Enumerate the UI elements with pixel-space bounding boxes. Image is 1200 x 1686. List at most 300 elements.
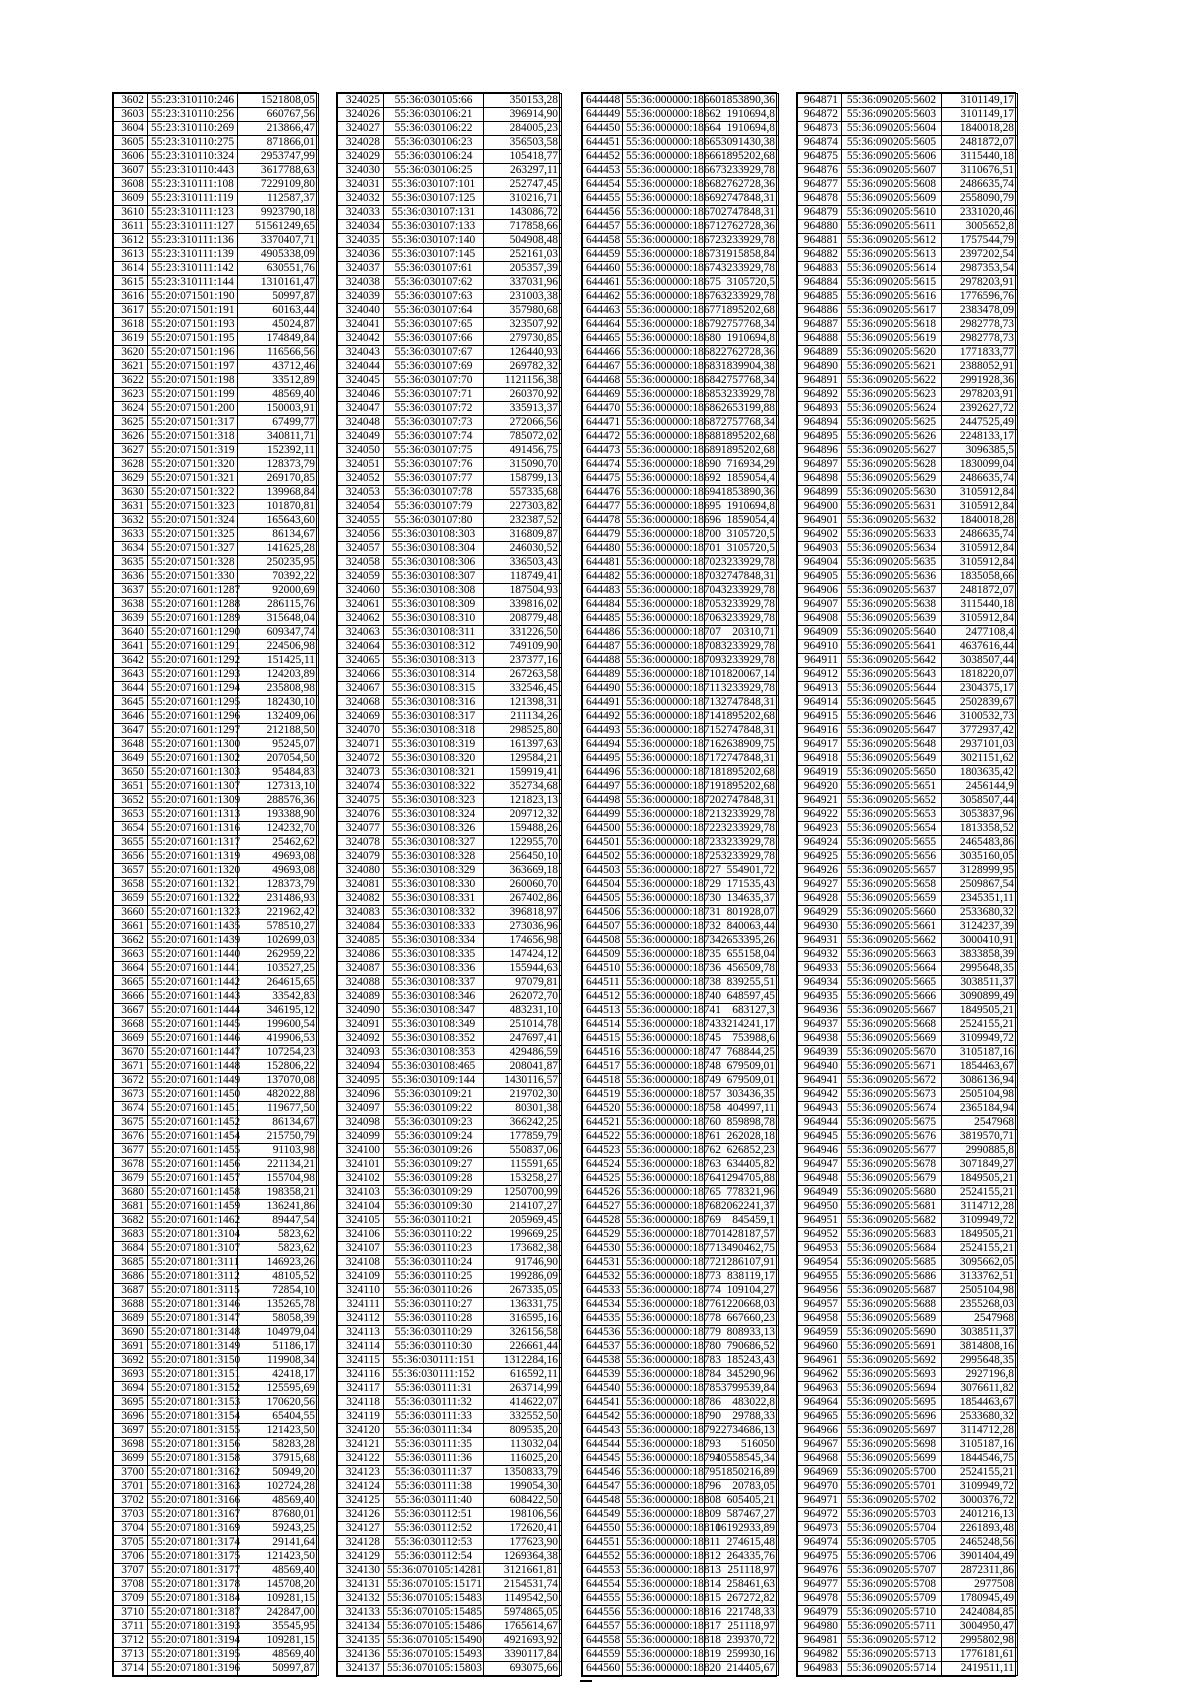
row-number-cell: 964915 (798, 710, 842, 724)
table-row (583, 1662, 779, 1676)
row-number-cell: 644551 (583, 1536, 623, 1550)
row-number-cell: 324120 (338, 1424, 384, 1438)
table-row (798, 1396, 1018, 1410)
cadastral-number-cell: 55:36:000000:18688 (623, 430, 705, 444)
value-cell: 252747,45 (484, 178, 562, 192)
cadastral-number-cell: 55:20:071501:197 (148, 360, 238, 374)
row-number-cell: 324131 (338, 1578, 384, 1592)
row-number-cell: 324041 (338, 318, 384, 332)
value-cell: 284005,23 (484, 122, 562, 136)
row-number-cell: 324080 (338, 864, 384, 878)
row-number-cell: 324096 (338, 1088, 384, 1102)
cadastral-number-cell: 55:36:090205:5688 (842, 1298, 942, 1312)
value-cell: 609347,74 (238, 626, 319, 640)
cadastral-number-cell: 55:36:000000:18810 (623, 1522, 705, 1536)
value-cell: 1220668,03 (705, 1298, 779, 1312)
table-row (583, 738, 779, 752)
table-row (583, 1004, 779, 1018)
cadastral-number-cell: 55:36:090205:5652 (842, 794, 942, 808)
cadastral-number-cell: 55:36:000000:18685 (623, 388, 705, 402)
value-cell: 2653395,26 (705, 934, 779, 948)
row-number-cell: 964982 (798, 1648, 842, 1662)
cadastral-number-cell: 55:36:030109:23 (384, 1116, 484, 1130)
row-number-cell: 324097 (338, 1102, 384, 1116)
row-number-cell: 644452 (583, 150, 623, 164)
row-number-cell: 324069 (338, 710, 384, 724)
value-cell: 116025,20 (484, 1452, 562, 1466)
value-cell: 208041,87 (484, 1060, 562, 1074)
table-row (798, 290, 1018, 304)
row-number-cell: 644533 (583, 1284, 623, 1298)
cadastral-number-cell: 55:36:000000:18675 (623, 276, 705, 290)
table-row (338, 234, 562, 248)
value-cell: 456509,78 (705, 962, 779, 976)
cadastral-number-cell: 55:36:030109:26 (384, 1144, 484, 1158)
cadastral-number-cell: 55:36:000000:18748 (623, 1060, 705, 1074)
table-row (798, 962, 1018, 976)
value-cell: 2154531,74 (484, 1578, 562, 1592)
table-row (798, 374, 1018, 388)
value-cell: 214405,67 (705, 1662, 779, 1676)
value-cell: 80301,38 (484, 1102, 562, 1116)
table-row (114, 1354, 319, 1368)
cadastral-number-cell: 55:36:090205:5650 (842, 766, 942, 780)
cadastral-number-cell: 55:36:090205:5677 (842, 1144, 942, 1158)
row-number-cell: 324027 (338, 122, 384, 136)
cadastral-number-cell: 55:36:000000:18701 (623, 542, 705, 556)
row-number-cell: 644529 (583, 1228, 623, 1242)
cadastral-number-cell: 55:20:071501:327 (148, 542, 238, 556)
cadastral-number-cell: 55:36:000000:18716 (623, 738, 705, 752)
row-number-cell: 324025 (338, 94, 384, 108)
value-cell: 2355268,03 (942, 1298, 1018, 1312)
table-row (798, 822, 1018, 836)
row-number-cell: 3700 (114, 1466, 148, 1480)
row-number-cell: 644504 (583, 878, 623, 892)
value-cell: 3101149,17 (942, 108, 1018, 122)
value-cell: 50949,20 (238, 1466, 319, 1480)
value-cell: 199286,09 (484, 1270, 562, 1284)
value-cell: 315090,70 (484, 458, 562, 472)
table-row (583, 654, 779, 668)
row-number-cell: 644477 (583, 500, 623, 514)
value-cell: 262072,70 (484, 990, 562, 1004)
cadastral-number-cell: 55:36:030112:52 (384, 1522, 484, 1536)
table-row (583, 1326, 779, 1340)
cadastral-number-cell: 55:20:071601:1442 (148, 976, 238, 990)
value-cell: 3390117,84 (484, 1648, 562, 1662)
cadastral-number-cell: 55:36:090205:5700 (842, 1466, 942, 1480)
value-cell: 2419511,11 (942, 1662, 1018, 1676)
table-row (114, 1606, 319, 1620)
cadastral-number-cell: 55:36:030111:152 (384, 1368, 484, 1382)
value-cell: 151425,11 (238, 654, 319, 668)
value-cell: 221134,21 (238, 1158, 319, 1172)
row-number-cell: 644461 (583, 276, 623, 290)
value-cell: 174849,84 (238, 332, 319, 346)
cadastral-number-cell: 55:36:000000:18705 (623, 598, 705, 612)
row-number-cell: 964975 (798, 1550, 842, 1564)
row-number-cell: 3603 (114, 108, 148, 122)
row-number-cell: 324135 (338, 1634, 384, 1648)
table-body (798, 94, 1018, 1676)
table-row (798, 1214, 1018, 1228)
cadastral-number-cell: 55:36:000000:18809 (623, 1508, 705, 1522)
row-number-cell: 644560 (583, 1662, 623, 1676)
value-cell: 107254,23 (238, 1046, 319, 1060)
table-row (583, 1396, 779, 1410)
row-number-cell: 324050 (338, 444, 384, 458)
row-number-cell: 644478 (583, 514, 623, 528)
table-row (798, 598, 1018, 612)
row-number-cell: 3657 (114, 864, 148, 878)
value-cell: 231003,38 (484, 290, 562, 304)
table-row (583, 1158, 779, 1172)
row-number-cell: 3679 (114, 1172, 148, 1186)
row-number-cell: 644496 (583, 766, 623, 780)
value-cell: 336503,43 (484, 556, 562, 570)
table-row (583, 878, 779, 892)
value-cell: 3105912,84 (942, 556, 1018, 570)
cadastral-number-cell: 55:36:030111:35 (384, 1438, 484, 1452)
value-cell: 102724,28 (238, 1480, 319, 1494)
value-cell: 1850216,89 (705, 1466, 779, 1480)
value-cell: 1844546,75 (942, 1452, 1018, 1466)
row-number-cell: 644458 (583, 234, 623, 248)
table-row (114, 612, 319, 626)
row-number-cell: 644464 (583, 318, 623, 332)
row-number-cell: 644468 (583, 374, 623, 388)
row-number-cell: 964931 (798, 934, 842, 948)
cadastral-number-cell: 55:36:000000:18700 (623, 528, 705, 542)
value-cell: 3370407,71 (238, 234, 319, 248)
row-number-cell: 324045 (338, 374, 384, 388)
cadastral-number-cell: 55:36:090205:5707 (842, 1564, 942, 1578)
cadastral-number-cell: 55:36:090205:5708 (842, 1578, 942, 1592)
table-row (583, 948, 779, 962)
table-row (798, 1004, 1018, 1018)
row-number-cell: 3652 (114, 794, 148, 808)
cadastral-number-cell: 55:23:310111:142 (148, 262, 238, 276)
row-number-cell: 3618 (114, 318, 148, 332)
table-row (114, 710, 319, 724)
table-row (798, 654, 1018, 668)
value-cell: 1803635,42 (942, 766, 1018, 780)
cadastral-number-cell: 55:36:030111:40 (384, 1494, 484, 1508)
value-cell: 3901404,49 (942, 1550, 1018, 1564)
row-number-cell: 644535 (583, 1312, 623, 1326)
table-row (583, 1592, 779, 1606)
row-number-cell: 644507 (583, 920, 623, 934)
cadastral-number-cell: 55:36:030111:34 (384, 1424, 484, 1438)
table-row (114, 1578, 319, 1592)
table-row (114, 1060, 319, 1074)
row-number-cell: 324073 (338, 766, 384, 780)
value-cell: 1854463,67 (942, 1396, 1018, 1410)
row-number-cell: 3674 (114, 1102, 148, 1116)
cadastral-number-cell: 55:20:071601:1443 (148, 990, 238, 1004)
value-cell: 227303,82 (484, 500, 562, 514)
table-row (338, 1004, 562, 1018)
table-row (798, 346, 1018, 360)
table-row (583, 864, 779, 878)
row-number-cell: 964884 (798, 276, 842, 290)
value-cell: 1765614,67 (484, 1620, 562, 1634)
table-row (114, 1536, 319, 1550)
table-row (114, 500, 319, 514)
row-number-cell: 644510 (583, 962, 623, 976)
table-row (114, 1004, 319, 1018)
value-cell: 173682,38 (484, 1242, 562, 1256)
table-row (338, 920, 562, 934)
value-cell: 1818220,07 (942, 668, 1018, 682)
value-cell: 1910694,8 (705, 500, 779, 514)
value-cell: 1859054,4 (705, 514, 779, 528)
cadastral-number-cell: 55:36:000000:18666 (623, 150, 705, 164)
table-row (114, 514, 319, 528)
value-cell: 2762728,36 (705, 346, 779, 360)
value-cell: 3109949,72 (942, 1032, 1018, 1046)
table-row (798, 1074, 1018, 1088)
cadastral-number-cell: 55:36:000000:18732 (623, 920, 705, 934)
cadastral-number-cell: 55:36:030108:334 (384, 934, 484, 948)
value-cell: 152392,11 (238, 444, 319, 458)
row-number-cell: 644556 (583, 1606, 623, 1620)
value-cell: 1250700,99 (484, 1186, 562, 1200)
table-row (798, 164, 1018, 178)
cadastral-number-cell: 55:36:090205:5654 (842, 822, 942, 836)
row-number-cell: 964892 (798, 388, 842, 402)
table-row (798, 794, 1018, 808)
value-cell: 491456,75 (484, 444, 562, 458)
value-cell: 115591,65 (484, 1158, 562, 1172)
cadastral-number-cell: 55:20:071801:3111 (148, 1256, 238, 1270)
row-number-cell: 644514 (583, 1018, 623, 1032)
value-cell: 2978203,91 (942, 388, 1018, 402)
value-cell: 778321,96 (705, 1186, 779, 1200)
table-row (798, 1200, 1018, 1214)
table-row (798, 1452, 1018, 1466)
value-cell: 1910694,8 (705, 122, 779, 136)
value-cell: 683127,3 (705, 1004, 779, 1018)
value-cell: 48105,52 (238, 1270, 319, 1284)
cadastral-number-cell: 55:36:090205:5617 (842, 304, 942, 318)
value-cell: 2383478,09 (942, 304, 1018, 318)
row-number-cell: 3687 (114, 1284, 148, 1298)
table-row (114, 416, 319, 430)
table-row (798, 388, 1018, 402)
value-cell: 3819570,71 (942, 1130, 1018, 1144)
cadastral-number-cell: 55:20:071601:1459 (148, 1200, 238, 1214)
table-row (583, 1522, 779, 1536)
value-cell: 345290,96 (705, 1368, 779, 1382)
row-number-cell: 3651 (114, 780, 148, 794)
cadastral-number-cell: 55:36:090205:5681 (842, 1200, 942, 1214)
table-row (583, 1452, 779, 1466)
cadastral-number-cell: 55:36:090205:5706 (842, 1550, 942, 1564)
cadastral-number-cell: 55:23:310111:127 (148, 220, 238, 234)
table-row (338, 1564, 562, 1578)
cadastral-number-cell: 55:36:030108:335 (384, 948, 484, 962)
row-number-cell: 644552 (583, 1550, 623, 1564)
value-cell: 121823,13 (484, 794, 562, 808)
table-row (583, 1214, 779, 1228)
cadastral-number-cell: 55:36:000000:18772 (623, 1256, 705, 1270)
row-number-cell: 644536 (583, 1326, 623, 1340)
row-number-cell: 644542 (583, 1410, 623, 1424)
value-cell: 3105720,5 (705, 528, 779, 542)
value-cell: 626852,23 (705, 1144, 779, 1158)
table-row (114, 1480, 319, 1494)
table-row (798, 1564, 1018, 1578)
cadastral-number-cell: 55:36:000000:18747 (623, 1046, 705, 1060)
value-cell: 3105720,5 (705, 542, 779, 556)
row-number-cell: 644495 (583, 752, 623, 766)
value-cell: 3038511,37 (942, 976, 1018, 990)
cadastral-number-cell: 55:36:070105:15803 (384, 1662, 484, 1676)
table-row (114, 318, 319, 332)
table-row (583, 192, 779, 206)
value-cell: 3233929,78 (705, 836, 779, 850)
value-cell: 1895202,68 (705, 304, 779, 318)
table-row (338, 1396, 562, 1410)
value-cell: 3115440,18 (942, 598, 1018, 612)
row-number-cell: 964938 (798, 1032, 842, 1046)
table-row (583, 822, 779, 836)
row-number-cell: 324059 (338, 570, 384, 584)
cadastral-number-cell: 55:20:071801:3162 (148, 1466, 238, 1480)
row-number-cell: 644470 (583, 402, 623, 416)
cadastral-number-cell: 55:36:090205:5634 (842, 542, 942, 556)
cadastral-number-cell: 55:20:071601:1295 (148, 696, 238, 710)
table-row (114, 584, 319, 598)
row-number-cell: 3633 (114, 528, 148, 542)
cadastral-number-cell: 55:36:000000:18706 (623, 612, 705, 626)
row-number-cell: 644459 (583, 248, 623, 262)
row-number-cell: 3602 (114, 94, 148, 108)
value-cell: 1895202,68 (705, 430, 779, 444)
cadastral-number-cell: 55:36:090205:5656 (842, 850, 942, 864)
row-number-cell: 964971 (798, 1494, 842, 1508)
row-number-cell: 3642 (114, 654, 148, 668)
value-cell: 429486,59 (484, 1046, 562, 1060)
cadastral-number-cell: 55:20:071501:323 (148, 500, 238, 514)
cadastral-number-cell: 55:20:071501:200 (148, 402, 238, 416)
cadastral-number-cell: 55:36:070105:15486 (384, 1620, 484, 1634)
cadastral-number-cell: 55:36:000000:18815 (623, 1592, 705, 1606)
value-cell: 3096385,5 (942, 444, 1018, 458)
table-row (114, 780, 319, 794)
row-number-cell: 324111 (338, 1298, 384, 1312)
row-number-cell: 644488 (583, 654, 623, 668)
value-cell: 3799539,84 (705, 1382, 779, 1396)
row-number-cell: 324055 (338, 514, 384, 528)
table-row (338, 626, 562, 640)
table-row (583, 164, 779, 178)
cadastral-number-cell: 55:36:000000:18780 (623, 1340, 705, 1354)
cadastral-number-cell: 55:20:071501:328 (148, 556, 238, 570)
cadastral-number-cell: 55:20:071601:1456 (148, 1158, 238, 1172)
value-cell: 3105912,84 (942, 542, 1018, 556)
cadastral-number-cell: 55:36:000000:18738 (623, 976, 705, 990)
cadastral-number-cell: 55:36:000000:18757 (623, 1088, 705, 1102)
cadastral-number-cell: 55:20:071601:1322 (148, 892, 238, 906)
row-number-cell: 3690 (114, 1326, 148, 1340)
table-row (798, 1480, 1018, 1494)
value-cell: 205969,45 (484, 1214, 562, 1228)
value-cell: 3133762,51 (942, 1270, 1018, 1284)
value-cell: 1776181,61 (942, 1648, 1018, 1662)
cadastral-number-cell: 55:36:000000:18721 (623, 808, 705, 822)
row-number-cell: 3683 (114, 1228, 148, 1242)
value-cell: 89447,54 (238, 1214, 319, 1228)
row-number-cell: 3630 (114, 486, 148, 500)
value-cell: 145708,20 (238, 1578, 319, 1592)
cadastral-number-cell: 55:36:030108:328 (384, 850, 484, 864)
row-number-cell: 3655 (114, 836, 148, 850)
cadastral-number-cell: 55:36:030108:310 (384, 612, 484, 626)
table-row (338, 122, 562, 136)
row-number-cell: 964928 (798, 892, 842, 906)
table-row (798, 920, 1018, 934)
table-row (583, 626, 779, 640)
row-number-cell: 324137 (338, 1662, 384, 1676)
cadastral-number-cell: 55:20:071501:195 (148, 332, 238, 346)
value-cell: 3110676,51 (942, 164, 1018, 178)
cadastral-number-cell: 55:36:000000:18740 (623, 990, 705, 1004)
row-number-cell: 324062 (338, 612, 384, 626)
row-number-cell: 644463 (583, 304, 623, 318)
table-row (114, 1144, 319, 1158)
cadastral-number-cell: 55:36:090205:5701 (842, 1480, 942, 1494)
table-row (798, 1326, 1018, 1340)
table-row (583, 430, 779, 444)
cadastral-number-cell: 55:20:071801:3196 (148, 1662, 238, 1676)
table-row (338, 192, 562, 206)
row-number-cell: 324056 (338, 528, 384, 542)
cadastral-number-cell: 55:36:000000:18762 (623, 1144, 705, 1158)
cadastral-number-cell: 55:36:030108:346 (384, 990, 484, 1004)
value-cell: 103527,25 (238, 962, 319, 976)
value-cell: 839255,51 (705, 976, 779, 990)
row-number-cell: 324095 (338, 1074, 384, 1088)
row-number-cell: 964919 (798, 766, 842, 780)
value-cell: 143086,72 (484, 206, 562, 220)
value-cell: 260370,92 (484, 388, 562, 402)
table-row (798, 1494, 1018, 1508)
row-number-cell: 3704 (114, 1522, 148, 1536)
cadastral-number-cell: 55:23:310110:275 (148, 136, 238, 150)
row-number-cell: 644498 (583, 794, 623, 808)
cadastral-number-cell: 55:36:090205:5666 (842, 990, 942, 1004)
value-cell: 67499,77 (238, 416, 319, 430)
cadastral-number-cell: 55:20:071601:1458 (148, 1186, 238, 1200)
table-row (798, 1578, 1018, 1592)
row-number-cell: 964978 (798, 1592, 842, 1606)
cadastral-number-cell: 55:23:310110:256 (148, 108, 238, 122)
value-cell: 2486635,74 (942, 472, 1018, 486)
cadastral-number-cell: 55:36:090205:5608 (842, 178, 942, 192)
table-row (583, 1354, 779, 1368)
cadastral-number-cell: 55:36:000000:18723 (623, 836, 705, 850)
value-cell: 1849505,21 (942, 1228, 1018, 1242)
cadastral-number-cell: 55:20:071501:321 (148, 472, 238, 486)
table-row (114, 1298, 319, 1312)
row-number-cell: 644497 (583, 780, 623, 794)
cadastral-number-cell: 55:36:030111:151 (384, 1354, 484, 1368)
value-cell: 48569,40 (238, 388, 319, 402)
cadastral-number-cell: 55:36:090205:5662 (842, 934, 942, 948)
